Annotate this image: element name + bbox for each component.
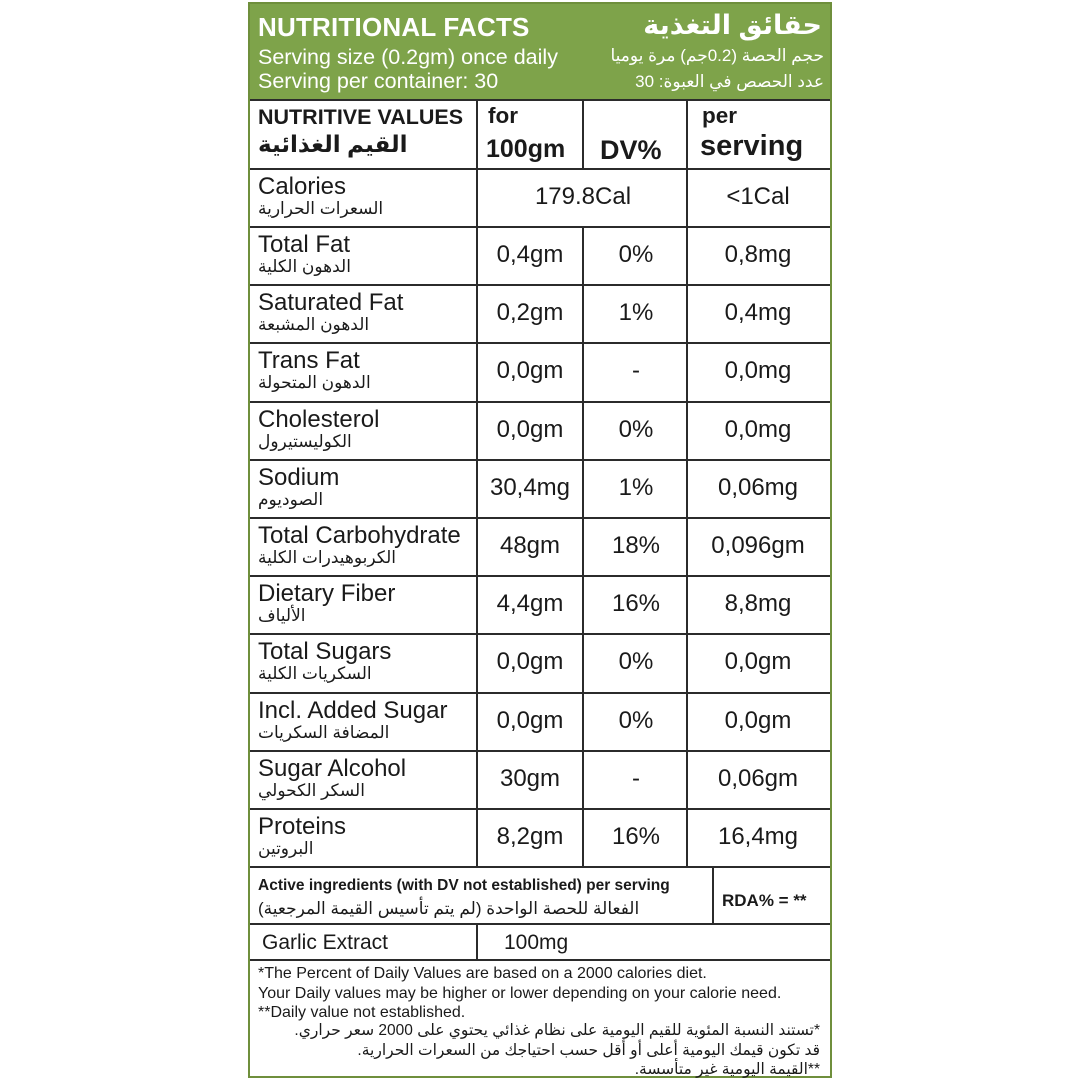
divider — [250, 633, 830, 635]
divider — [250, 401, 830, 403]
amount-per-serving: 16,4mg — [717, 823, 799, 850]
nutrient-row — [250, 343, 830, 401]
amount-per-100gm: 48gm — [499, 532, 561, 559]
title-english: NUTRITIONAL FACTS — [258, 12, 530, 42]
nutrient-name-arabic: الدهون المتحولة — [258, 373, 371, 393]
amount-per-serving: 0,06gm — [717, 764, 799, 792]
daily-value-percent: - — [632, 357, 640, 385]
footnote-english-2: Your Daily values may be higher or lower depending on your calorie need. — [258, 985, 782, 1002]
nutrient-name-arabic: الكربوهيدرات الكلية — [258, 548, 397, 567]
divider — [250, 750, 830, 752]
nutrient-row — [250, 751, 830, 809]
nutrient-name: Cholesterol — [258, 405, 380, 433]
active-ingredients-heading-arabic: الفعالة للحصة الواحدة (لم يتم تأسيس القيمة المرجعية) — [258, 899, 640, 918]
amount-per-100gm: 30,4mg — [489, 473, 571, 501]
amount-per-serving: 0,0gm — [724, 706, 792, 734]
divider — [250, 575, 830, 577]
divider — [686, 168, 688, 866]
nutrient-row — [250, 518, 830, 576]
daily-value-percent: 0% — [618, 648, 654, 676]
nutrient-name-arabic: الصوديوم — [258, 489, 324, 509]
nutrient-name: Sodium — [258, 463, 340, 491]
divider — [250, 342, 830, 344]
amount-per-100gm: 0,0gm — [496, 415, 564, 443]
header-nutritive-values-english: NUTRITIVE VALUES — [258, 105, 464, 129]
nutrition-label — [248, 2, 832, 1078]
nutrient-name: Dietary Fiber — [258, 580, 396, 608]
amount-per-serving: 0,0mg — [724, 357, 792, 385]
nutrient-name: Proteins — [258, 813, 347, 840]
amount-per-serving: 0,0gm — [724, 648, 792, 676]
active-ingredients-row — [250, 869, 830, 927]
nutrient-name: Sugar Alcohol — [258, 754, 407, 782]
ingredient-row — [250, 925, 830, 959]
daily-value-percent: 16% — [611, 590, 661, 618]
serving-size-english: Serving size (0.2gm) once daily — [258, 45, 558, 69]
amount-per-serving: 0,096gm — [711, 532, 805, 559]
label-header — [250, 4, 830, 99]
nutrient-name-arabic: الكوليستيرول — [258, 431, 352, 451]
header-per-serving-line1: per — [702, 103, 738, 128]
amount-per-serving: 0,8mg — [724, 241, 792, 268]
header-per-serving-line2: serving — [700, 130, 804, 162]
calories-per-100gm: 179.8Cal — [534, 183, 632, 210]
divider — [250, 99, 830, 101]
calories-per-serving: <1Cal — [726, 183, 790, 210]
amount-per-100gm: 0,0gm — [496, 648, 564, 676]
daily-value-percent: 0% — [618, 706, 654, 734]
amount-per-serving: 0,06mg — [717, 473, 799, 501]
amount-per-100gm: 4,4gm — [496, 590, 564, 618]
footnote-english-3: **Daily value not established. — [258, 1004, 466, 1021]
divider — [476, 923, 478, 959]
nutrient-name-arabic: السكر الكحولي — [258, 780, 365, 800]
divider — [250, 284, 830, 286]
divider — [250, 866, 830, 868]
divider — [582, 99, 584, 168]
nutrient-name-arabic: المضافة السكريات — [258, 722, 390, 742]
divider — [250, 226, 830, 228]
title-arabic: حقائق التغذية — [643, 10, 822, 40]
nutrient-row — [250, 227, 830, 285]
nutrient-name: Calories — [258, 173, 347, 200]
divider — [250, 959, 830, 961]
ingredient-amount: 100mg — [504, 931, 569, 954]
ingredient-name: Garlic Extract — [262, 931, 389, 954]
nutrient-name-arabic: السعرات الحرارية — [258, 199, 384, 218]
divider — [476, 168, 478, 866]
daily-value-percent: 1% — [618, 473, 654, 501]
nutrient-name: Saturated Fat — [258, 289, 404, 317]
divider — [582, 226, 584, 866]
nutrient-row — [250, 693, 830, 751]
servings-per-container-arabic: عدد الحصص في العبوة: 30 — [635, 72, 824, 91]
nutrient-name-arabic: الدهون المشبعة — [258, 315, 370, 335]
divider — [250, 517, 830, 519]
footnote-english-1: *The Percent of Daily Values are based on a 2000 calories diet. — [258, 965, 707, 982]
nutrient-row — [250, 460, 830, 518]
amount-per-100gm: 30gm — [499, 764, 561, 792]
nutrient-row — [250, 402, 830, 460]
nutrient-name: Total Sugars — [258, 638, 392, 666]
nutrient-name-arabic: البروتين — [258, 839, 314, 858]
nutrient-name-arabic: الدهون الكلية — [258, 257, 351, 276]
amount-per-serving: 0,4mg — [724, 299, 792, 327]
header-for-100gm-line2: 100gm — [486, 135, 566, 163]
header-nutritive-values-arabic: القيم الغذائية — [258, 131, 408, 157]
divider — [250, 692, 830, 694]
amount-per-100gm: 0,4gm — [496, 241, 564, 268]
divider — [250, 923, 830, 925]
nutrient-row — [250, 634, 830, 692]
divider — [712, 866, 714, 923]
divider — [250, 168, 830, 170]
nutrient-row — [250, 576, 830, 634]
servings-per-container-english: Serving per container: 30 — [258, 69, 499, 93]
amount-per-serving: 8,8mg — [724, 590, 792, 618]
amount-per-100gm: 0,2gm — [496, 299, 564, 327]
divider — [476, 99, 478, 168]
nutrient-name: Total Fat — [258, 231, 351, 258]
footnote-arabic-2: قد تكون قيمك اليومية أعلى أو أقل حسب احتياجك من السعرات الحرارية. — [357, 1042, 820, 1059]
footnote-arabic-1: *تستند النسبة المئوية للقيم اليومية على نظام غذائي يحتوي على 2000 سعر حراري. — [294, 1022, 820, 1039]
amount-per-100gm: 0,0gm — [496, 357, 564, 385]
serving-size-arabic: حجم الحصة (0.2جم) مرة يوميا — [610, 46, 824, 65]
amount-per-100gm: 8,2gm — [496, 823, 564, 850]
nutrient-row — [250, 809, 830, 867]
header-for-100gm-line1: for — [488, 103, 518, 128]
daily-value-percent: 1% — [618, 299, 654, 327]
daily-value-percent: 18% — [611, 532, 661, 559]
amount-per-100gm: 0,0gm — [496, 706, 564, 734]
nutrient-name: Trans Fat — [258, 347, 360, 375]
nutrient-name-arabic: الألياف — [258, 606, 306, 626]
nutrient-name: Total Carbohydrate — [258, 522, 461, 549]
daily-value-percent: 16% — [611, 823, 661, 850]
divider — [250, 459, 830, 461]
daily-value-percent: 0% — [618, 415, 654, 443]
nutrient-name-arabic: السكريات الكلية — [258, 664, 372, 684]
calories-row — [250, 169, 830, 227]
divider — [686, 99, 688, 168]
active-ingredients-heading-english: Active ingredients (with DV not established) per serving — [258, 877, 670, 894]
nutrient-row — [250, 285, 830, 343]
daily-value-percent: - — [632, 764, 640, 792]
amount-per-serving: 0,0mg — [724, 415, 792, 443]
nutrient-name: Incl. Added Sugar — [258, 696, 448, 724]
daily-value-percent: 0% — [618, 241, 654, 268]
divider — [250, 808, 830, 810]
rda-note: RDA% = ** — [722, 891, 807, 910]
footnote-arabic-3: **القيمة اليومية غير متأسسة. — [634, 1061, 820, 1078]
header-daily-value-percent: DV% — [600, 135, 662, 165]
